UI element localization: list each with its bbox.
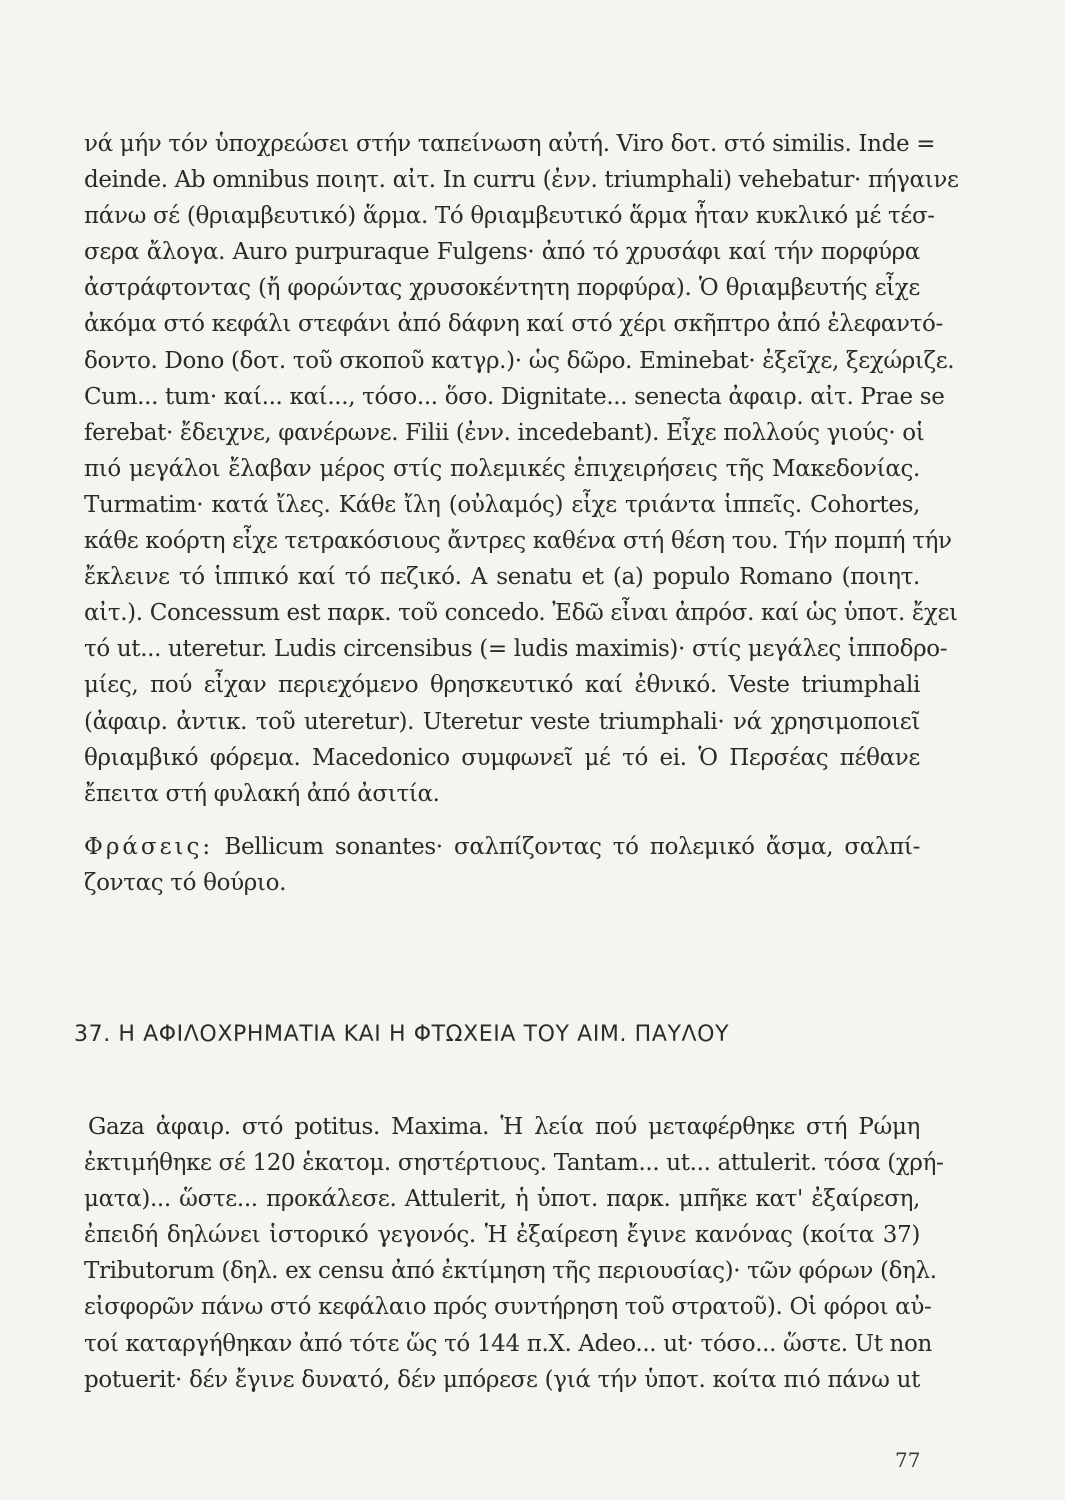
text-line: νά μήν τόν ὑποχρεώσει στήν ταπείνωση αὐτή. Viro δοτ. στό similis. Inde = [84,131,936,157]
phrases-paragraph [84,829,920,901]
phrases-label: Φράσεις: [84,834,214,860]
section-36-commentary [84,126,959,812]
text-line: μίες, πού εἶχαν περιεχόμενο θρησκευτικό καί ἐθνικό. Veste triumphali [84,672,920,699]
text-line: πάνω σέ (θριαμβευτικό) ἅρμα. Τό θριαμβευτικό ἅρμα ἦταν κυκλικό μέ τέσ- [84,203,935,230]
text-line: Cum... tum· καί... καί..., τόσο... ὅσο. Dignitate... senecta ἀφαιρ. αἰτ. Prae se [84,383,945,410]
text-line: εἰσφορῶν πάνω στό κεφάλαιο πρός συντήρηση τοῦ στρατοῦ). Οἱ φόροι αὐ- [84,1294,932,1321]
text-line: τοί καταργήθηκαν ἀπό τότε ὥς τό 144 π.Χ. Adeo... ut· τόσο... ὥστε. Ut non [84,1330,932,1357]
text-line: σερα ἄλογα. Auro purpuraque Fulgens· ἀπό τό χρυσάφι καί τήν πορφύρα [84,239,920,266]
text-line: ἔπειτα στή φυλακή ἀπό ἀσιτία. [84,780,440,807]
section-37-commentary [84,1109,944,1398]
text-line: ἀστράφτοντας (ἤ φορώντας χρυσοκέντητη πορφύρα). Ὁ θριαμβευτής εἶχε [84,275,920,302]
phrases-line [84,829,920,865]
text-line: πιό μεγάλοι ἔλαβαν μέρος στίς πολεμικές ἐπιχειρήσεις τῆς Μακεδονίας. [84,455,920,482]
text-line: ἐπειδή δηλώνει ἱστορικό γεγονός. Ἡ ἐξαίρεση ἔγινε κανόνας (κοίτα 37) [84,1222,920,1249]
section-37-heading: 37. Η ΑΦΙΛΟΧΡΗΜΑΤΙΑ ΚΑΙ Η ΦΤΩΧΕΙΑ ΤΟΥ ΑΙΜ. ΠΑΥΛΟΥ [74,1022,730,1047]
text-line: deinde. Ab omnibus ποιητ. αἰτ. In curru (ἐνν. triumphali) vehebatur· πήγαινε [84,167,959,194]
page-number: 77 [895,1448,921,1472]
text-line: ferebat· ἔδειχνε, φανέρωνε. Filii (ἐνν. incedebant). Εἶχε πολλούς γιούς· οἱ [84,419,925,446]
text-line: ματα)... ὥστε... προκάλεσε. Attulerit, ἡ ὑποτ. παρκ. μπῆκε κατ' ἐξαίρεση, [84,1186,920,1213]
text-line: potuerit· δέν ἔγινε δυνατό, δέν μπόρεσε (γιά τήν ὑποτ. κοίτα πιό πάνω ut [84,1366,920,1393]
text-line: ἐκτιμήθηκε σέ 120 ἑκατομ. σηστέρτιους. Tantam... ut... attulerit. τόσα (χρή- [84,1150,944,1177]
text-line: Gaza ἀφαιρ. στό potitus. Maxima. Ἡ λεία πού μεταφέρθηκε στή Ρώμη [88,1114,920,1140]
text-line: Tributorum (δηλ. ex censu ἀπό ἐκτίμηση τῆς περιουσίας)· τῶν φόρων (δηλ. [84,1258,937,1285]
text-line: τό ut... uteretur. Ludis circensibus (= ludis maximis)· στίς μεγάλες ἱπποδρο- [84,636,948,663]
text-line: ἔκλεινε τό ἱππικό καί τό πεζικό. A senatu et (a) populo Romano (ποιητ. [84,564,920,591]
text-line: θριαμβικό φόρεμα. Macedonico συμφωνεῖ μέ τό ei. Ὁ Περσέας πέθανε [84,744,920,771]
text-line: (ἀφαιρ. ἀντικ. τοῦ uteretur). Uteretur veste triumphali· νά χρησιμοποιεῖ [84,708,920,735]
text-line: αἰτ.). Concessum est παρκ. τοῦ concedo. Ἐδῶ εἶναι ἀπρόσ. καί ὡς ὑποτ. ἔχει [84,600,958,627]
phrases-line: ζοντας τό θούριο. [84,870,287,897]
text-line: κάθε κοόρτη εἶχε τετρακόσιους ἄντρες καθένα στή θέση του. Τήν πομπή τήν [84,528,952,555]
text-line: δοντο. Dono (δοτ. τοῦ σκοποῦ κατγρ.)· ὡς δῶρο. Eminebat· ἐξεῖχε, ξεχώριζε. [84,347,955,374]
phrases-text: Bellicum sonantes· σαλπίζοντας τό πολεμικό ἄσμα, σαλπί- [224,834,920,860]
text-line: Turmatim· κατά ἴλες. Κάθε ἴλη (οὐλαμός) εἶχε τριάντα ἱππεῖς. Cohortes, [84,491,920,518]
text-line: ἀκόμα στό κεφάλι στεφάνι ἀπό δάφνη καί στό χέρι σκῆπτρο ἀπό ἐλεφαντό- [84,311,943,338]
